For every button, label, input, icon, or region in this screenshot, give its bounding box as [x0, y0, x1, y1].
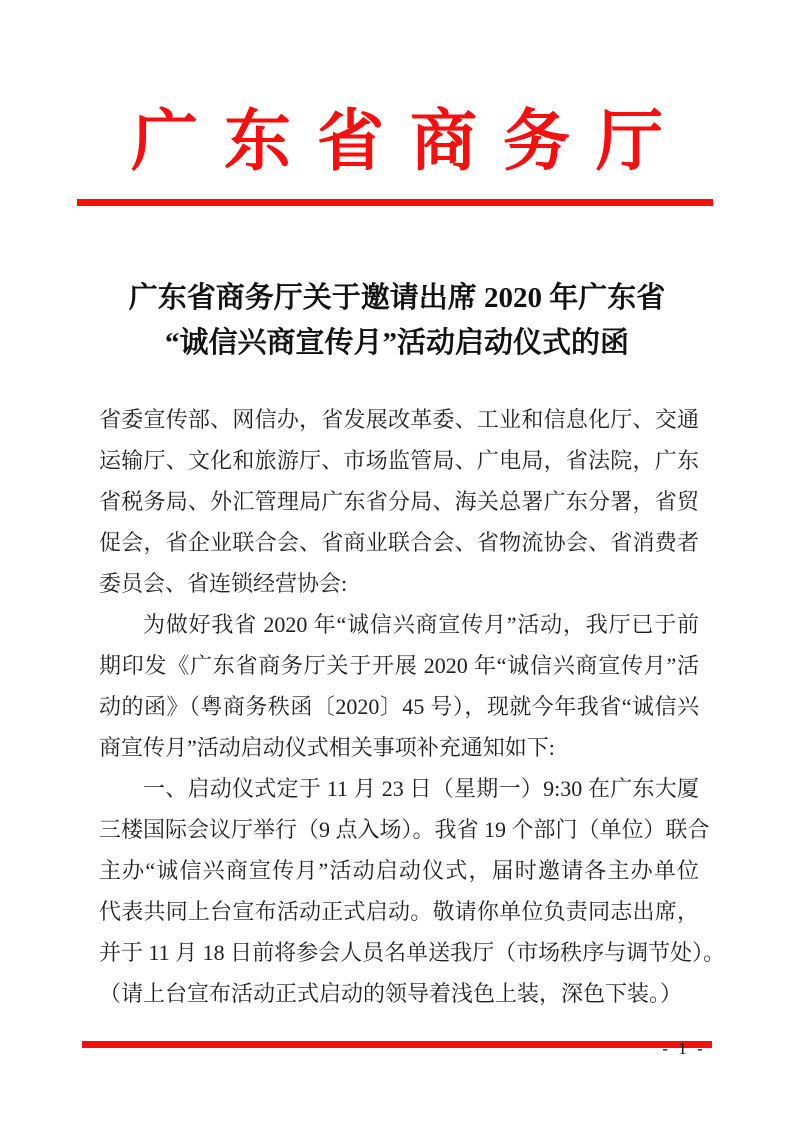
- body-line: （请上台宣布活动正式启动的领导着浅色上装，深色下装。）: [99, 981, 683, 1006]
- document-body: [99, 399, 726, 1014]
- body-line: 省税务局、外汇管理局广东省分局、海关总署广东分署，省贸: [99, 489, 699, 514]
- document-title-line2: “诚信兴商宣传月”活动启动仪式的函: [164, 327, 629, 359]
- letterhead-agency-name: 广东省商务厅: [131, 105, 689, 179]
- footer-divider-line: [82, 1041, 712, 1048]
- body-line: 动的函》（粤商务秩函〔2020〕45 号），现就今年我省“诚信兴: [99, 694, 699, 719]
- document-title-line1: 广东省商务厅关于邀请出席 2020 年广东省: [128, 282, 666, 314]
- body-line: 主办“诚信兴商宣传月”活动启动仪式，届时邀请各主办单位: [99, 858, 699, 883]
- body-line: 委员会、省连锁经营协会:: [99, 571, 348, 596]
- body-line: 一、启动仪式定于 11 月 23 日（星期一）9:30 在广东大厦: [143, 776, 699, 801]
- letterhead-divider-line: [77, 199, 713, 206]
- body-line: 为做好我省 2020 年“诚信兴商宣传月”活动，我厅已于前: [143, 612, 699, 637]
- body-line: 期印发《广东省商务厅关于开展 2020 年“诚信兴商宣传月”活: [99, 653, 699, 678]
- body-line: 代表共同上台宣布活动正式启动。敬请你单位负责同志出席，: [99, 899, 699, 924]
- page-number: - 1 -: [662, 1039, 706, 1058]
- body-line: 三楼国际会议厅举行（9 点入场）。我省 19 个部门（单位）联合: [99, 817, 710, 842]
- body-line: 并于 11 月 18 日前将参会人员名单送我厅（市场秩序与调节处）。: [99, 940, 726, 965]
- body-line: 省委宣传部、网信办，省发展改革委、工业和信息化厅、交通: [99, 407, 699, 432]
- body-line: 商宣传月”活动启动仪式相关事项补充通知如下:: [99, 735, 555, 760]
- document-title: [0, 276, 794, 366]
- body-line: 运输厅、文化和旅游厅、市场监管局、广电局，省法院，广东: [99, 448, 699, 473]
- body-line: 促会，省企业联合会、省商业联合会、省物流协会、省消费者: [99, 530, 699, 555]
